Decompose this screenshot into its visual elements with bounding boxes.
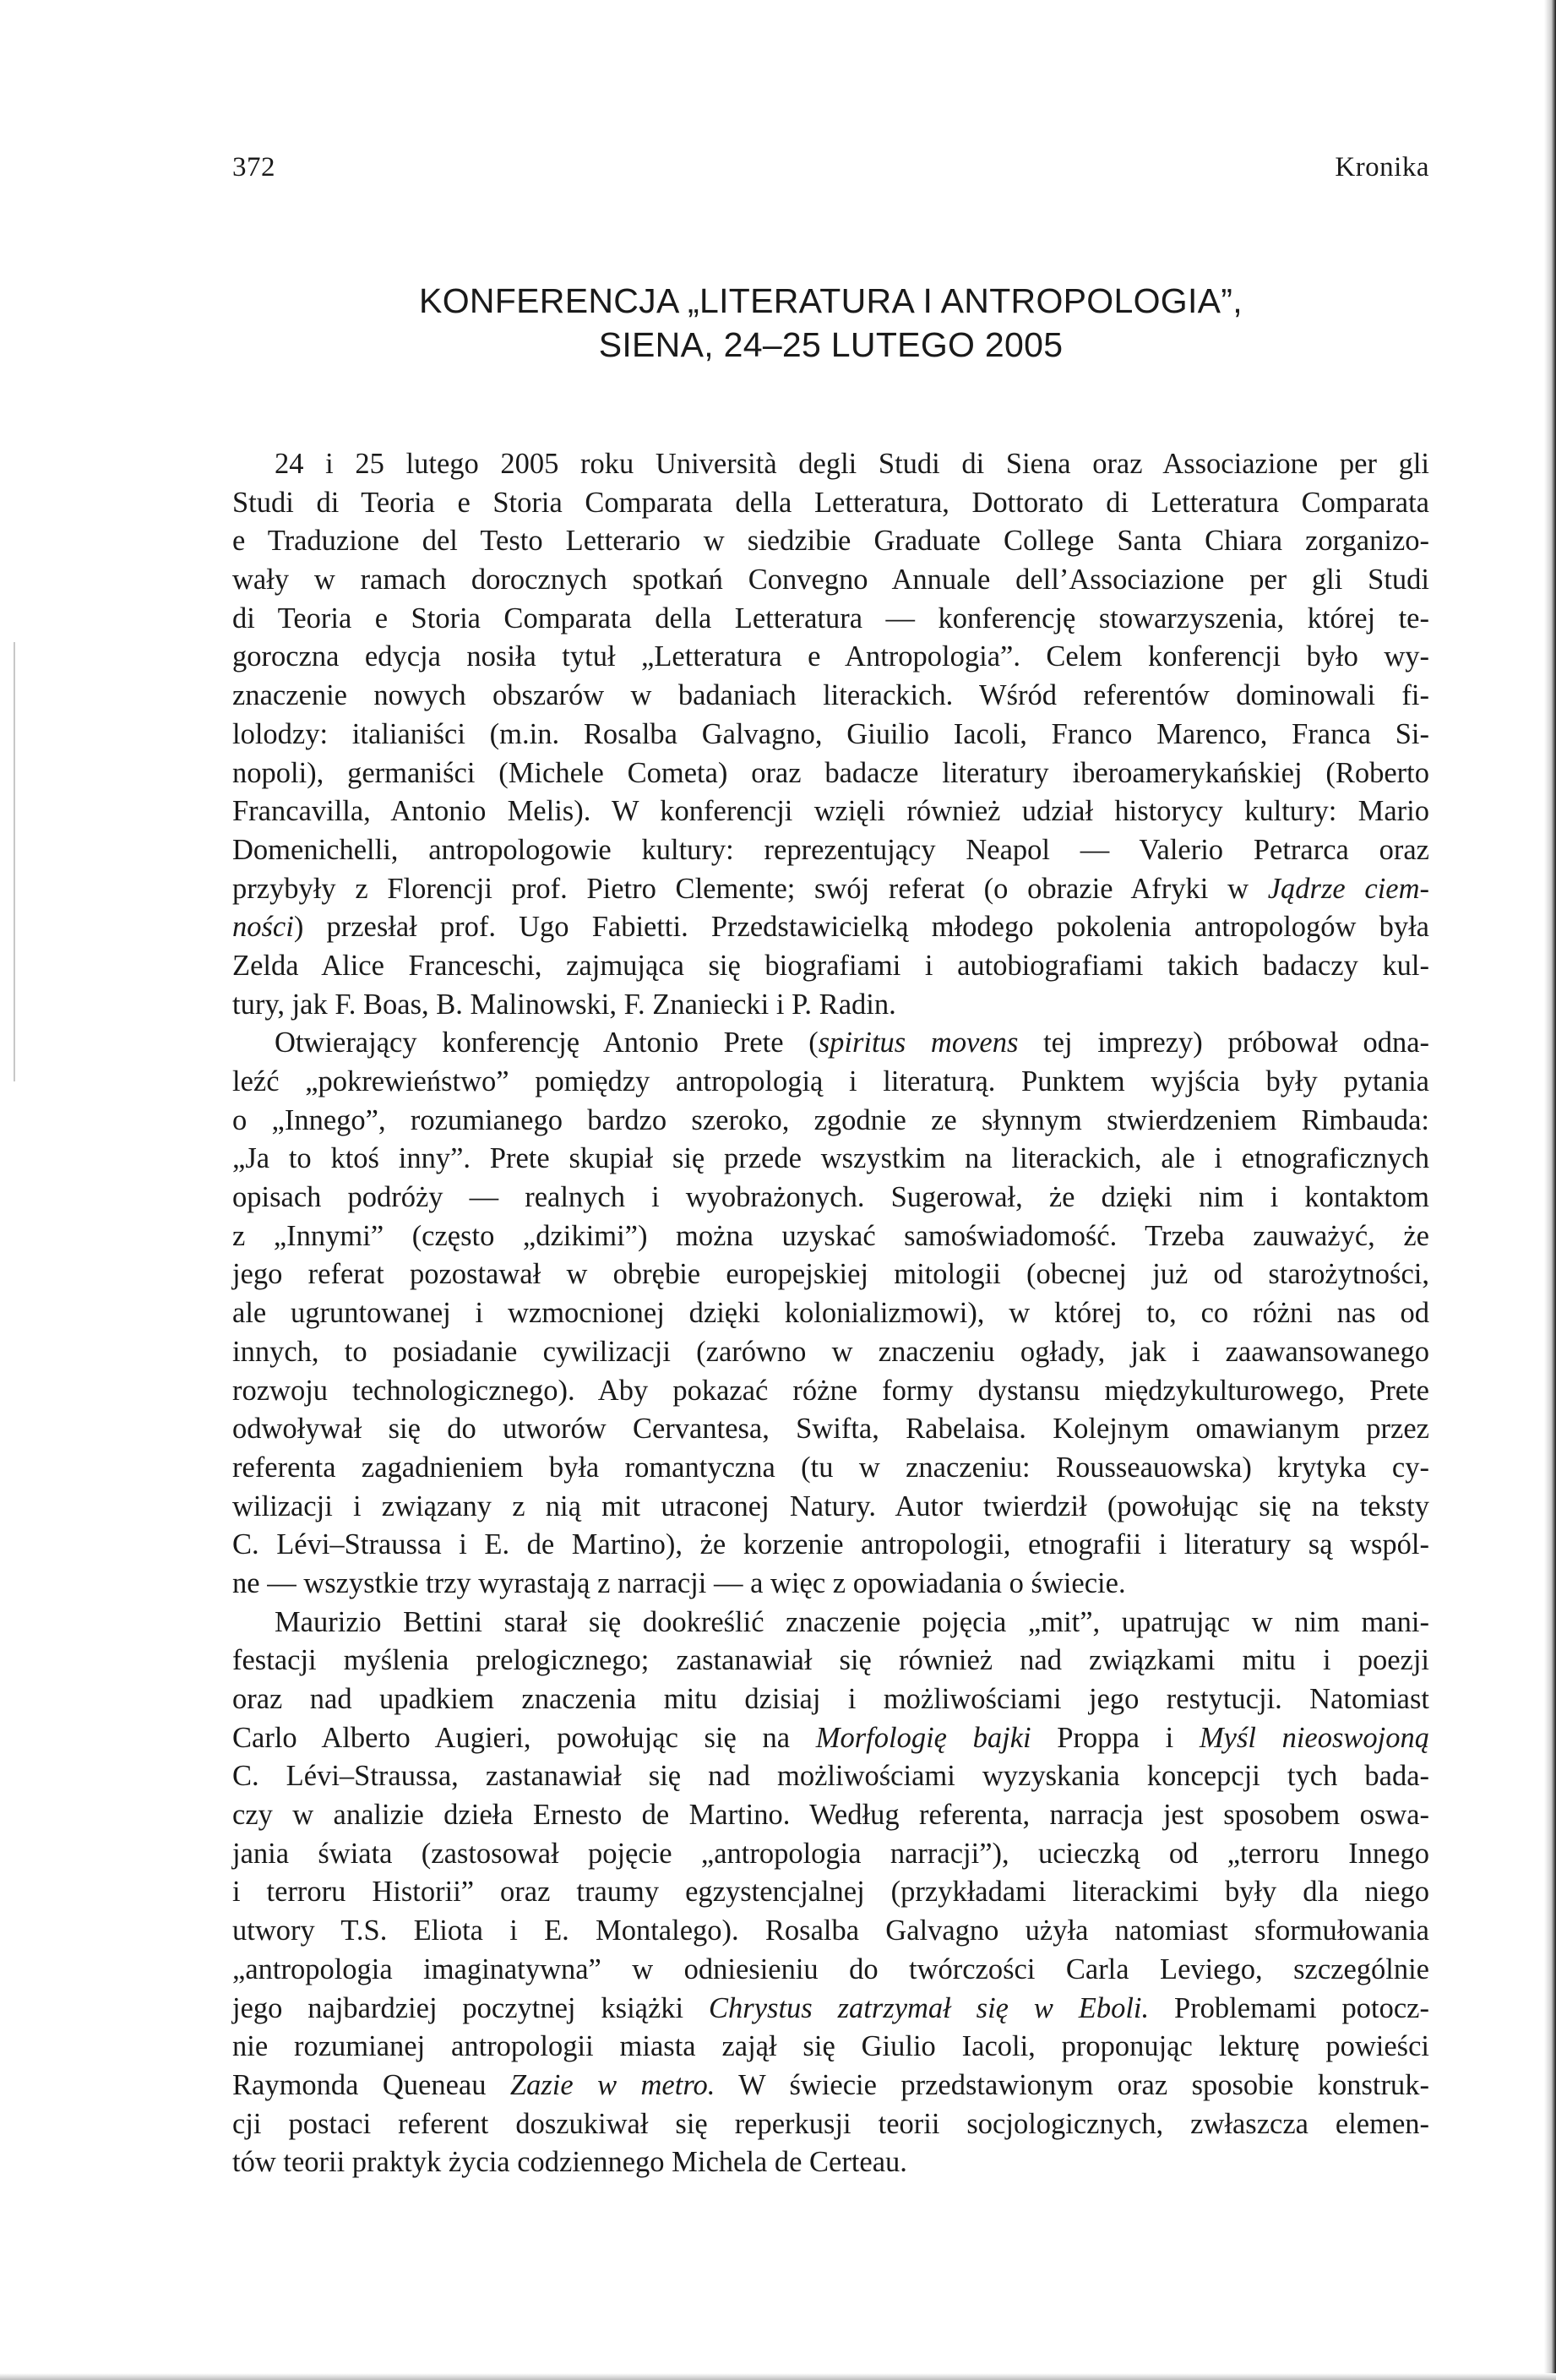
line-text: innych, to posiadanie cywilizacji (zarówno w znaczeniu ogłady, jak i zaawansowanego [232,1335,1429,1368]
text-line [232,1449,1429,1488]
line-text: ale ugruntowanej i wzmocnionej dzięki kolonializmowi), w której to, co różni nas od [232,1297,1429,1330]
italic-title: ności [232,911,294,944]
line-text: Domenichelli, antropologowie kultury: reprezentujący Neapol — Valerio Petrarca oraz [232,833,1429,866]
text-line [232,484,1429,523]
running-header [232,152,1429,194]
italic-title: Zazie w metro. [509,2068,715,2101]
text-line [232,1796,1429,1835]
title-line-1: KONFERENCJA „LITERATURA I ANTROPOLOGIA”, [419,281,1243,320]
text-line [232,1757,1429,1796]
text-line [232,1990,1429,2029]
line-text: tów teorii praktyk życia codziennego Michela de Certeau. [232,2146,907,2179]
line-text: ne — wszystkie trzy wyrastają z narracji — a więc z opowiadania o świecie. [232,1566,1126,1599]
line-text: nie rozumianej antropologii miasta zajął się Giulio Iacoli, proponując lekturę powieści [232,2030,1429,2063]
line-text: Otwierający konferencję Antonio Prete ( [275,1027,819,1059]
line-text: Studi di Teoria e Storia Comparata della Letteratura, Dottorato di Letteratura Comparata [232,486,1429,519]
page-number: 372 [232,152,275,182]
text-line [232,1410,1429,1449]
line-text: ) przesłał prof. Ugo Fabietti. Przedstawicielką młodego pokolenia antropologów była [293,911,1429,944]
text-line [232,1255,1429,1294]
scan-edge-shadow [1544,0,1556,2380]
text-line [232,1526,1429,1565]
text-line [232,600,1429,639]
line-text: odwoływał się do utworów Cervantesa, Swifta, Rabelaisa. Kolejnym omawianym przez [232,1413,1429,1446]
line-text: Zelda Alice Franceschi, zajmująca się biografiami i autobiografiami takich badaczy kul- [232,949,1429,982]
line-text: i terroru Historii” oraz traumy egzystencjalnej (przykładami literackimi były dla niego [232,1876,1429,1909]
italic-title: Chrystus zatrzymał się w Eboli. [709,1991,1150,2024]
line-text: czy w analizie dzieła Ernesto de Martino. Według referenta, narracja jest sposobem oswa- [232,1799,1429,1832]
article-body [232,445,1429,2182]
line-text: C. Lévi–Straussa, zastanawiał się nad możliwościami wyzyskania koncepcji tych bada- [232,1760,1429,1793]
line-text: jania świata (zastosował pojęcie „antropologia narracji”), ucieczką od „terroru Innego [232,1837,1429,1870]
text-line [232,2028,1429,2067]
text-line [232,1063,1429,1102]
line-text: Francavilla, Antonio Melis). W konferencji wzięli również udział historycy kultury: Mario [232,795,1429,828]
text-line [232,677,1429,716]
line-text: wały w ramach dorocznych spotkań Convegno Annuale dell’Associazione per gli Studi [232,564,1429,596]
text-line [232,716,1429,754]
line-text: „antropologia imaginatywna” w odniesieniu do twórczości Carla Leviego, szczególnie [232,1952,1429,1985]
text-line [232,522,1429,561]
text-line [232,947,1429,986]
scan-margin-mark [14,642,15,1081]
text-line [232,870,1429,909]
title-line-2: SIENA, 24–25 LUTEGO 2005 [598,325,1064,364]
text-line [232,1951,1429,1990]
line-text: e Traduzione del Testo Letterario w siedzibie Graduate College Santa Chiara zorganizo- [232,525,1429,558]
text-line [232,1912,1429,1951]
line-text: nopoli), germaniści (Michele Cometa) oraz badacze literatury iberoamerykańskiej (Roberto [232,756,1429,789]
text-line [232,831,1429,870]
text-line [232,792,1429,831]
text-line [232,1333,1429,1372]
text-line [232,1140,1429,1179]
text-line [232,1642,1429,1680]
line-text: di Teoria e Storia Comparata della Letteratura — konferencję stowarzyszenia, której te- [232,602,1429,634]
line-text: rozwoju technologicznego). Aby pokazać różne formy dystansu międzykulturowego, Prete [232,1374,1429,1407]
line-text: referenta zagadnieniem była romantyczna (tu w znaczeniu: Rousseauowska) krytyka cy- [232,1451,1429,1484]
text-line [232,1604,1429,1642]
line-text: W świecie przedstawionym oraz sposobie konstruk- [715,2068,1429,2101]
line-text: z „Innymi” (często „dzikimi”) można uzyskać samoświadomość. Trzeba zauważyć, że [232,1219,1429,1252]
line-text: Carlo Alberto Augieri, powołując się na [232,1721,816,1754]
line-text: przybyły z Florencji prof. Pietro Clemente; swój referat (o obrazie Afryki w [232,872,1268,905]
line-text: lolodzy: italianiści (m.in. Rosalba Galvagno, Giuilio Iacoli, Franco Marenco, Franca Si- [232,717,1429,750]
text-line [232,1024,1429,1063]
line-text: o „Innego”, rozumianego bardzo szeroko, zgodnie ze słynnym stwierdzeniem Rimbauda: [232,1103,1429,1136]
line-text: cji postaci referent doszukiwał się reperkusji teorii socjologicznych, zwłaszcza elemen- [232,2107,1429,2140]
line-text: Problemami potocz- [1149,1991,1429,2024]
text-line [232,1680,1429,1719]
line-text: Raymonda Queneau [232,2068,510,2101]
line-text: wilizacji i związany z nią mit utraconej Natury. Autor twierdził (powołując się na teksty [232,1490,1429,1522]
line-text: tej imprezy) próbował odna- [1018,1027,1429,1059]
line-text: utwory T.S. Eliota i E. Montalego). Rosalba Galvagno użyła natomiast sformułowania [232,1914,1429,1947]
text-line [232,638,1429,677]
text-line [232,1217,1429,1256]
line-text: jego referat pozostawał w obrębie europejskiej mitologii (obecnej już od starożytności, [232,1258,1429,1291]
italic-title: Myśl nieoswojoną [1199,1721,1430,1754]
text-line [232,1102,1429,1141]
line-text: Proppa i [1031,1721,1200,1754]
text-line [232,2143,1429,2182]
text-line [232,1835,1429,1874]
line-text: oraz nad upadkiem znaczenia mitu dzisiaj i możliwościami jego restytucji. Natomiast [232,1683,1429,1715]
text-line [232,1719,1429,1758]
line-text: 24 i 25 lutego 2005 roku Università degli Studi di Siena oraz Associazione per gli [275,448,1429,480]
italic-title: Morfologię bajki [815,1721,1031,1754]
italic-title: spiritus movens [818,1027,1019,1059]
line-text: festacji myślenia prelogicznego; zastanawiał się również nad związkami mitu i poezji [232,1644,1429,1677]
text-line [232,1179,1429,1217]
line-text: C. Lévi–Straussa i E. de Martino), że korzenie antropologii, etnografii i literatury są wspól- [232,1528,1429,1561]
text-line [232,1565,1429,1604]
line-text: Maurizio Bettini starał się dookreślić znaczenie pojęcia „mit”, upatrując w nim mani- [275,1605,1429,1638]
text-line [232,908,1429,947]
text-line [232,1372,1429,1411]
italic-title: Jądrze ciem- [1267,872,1430,905]
text-line [232,561,1429,600]
section-name: Kronika [1335,152,1429,182]
text-line [232,2105,1429,2144]
text-line [232,754,1429,793]
line-text: „Ja to ktoś inny”. Prete skupiał się przede wszystkim na literackich, ale i etnograficznych [232,1142,1429,1175]
text-line [232,445,1429,484]
text-line [232,2067,1429,2105]
line-text: opisach podróży — realnych i wyobrażonych. Sugerował, że dzięki nim i kontaktom [232,1181,1429,1214]
line-text: jego najbardziej poczytnej książki [232,1991,710,2024]
line-text: tury, jak F. Boas, B. Malinowski, F. Znaniecki i P. Radin. [232,988,896,1021]
text-line [232,1488,1429,1527]
line-text: znaczenie nowych obszarów w badaniach literackich. Wśród referentów dominowali fi- [232,679,1429,712]
scan-bottom-shadow [0,2373,1556,2380]
line-text: goroczna edycja nosiła tytuł „Letteratura e Antropologia”. Celem konferencji było wy- [232,640,1429,673]
article-title [232,279,1429,367]
line-text: leźć „pokrewieństwo” pomiędzy antropologią i literaturą. Punktem wyjścia były pytania [232,1065,1429,1097]
text-line [232,986,1429,1025]
text-line [232,1873,1429,1912]
text-line [232,1294,1429,1333]
